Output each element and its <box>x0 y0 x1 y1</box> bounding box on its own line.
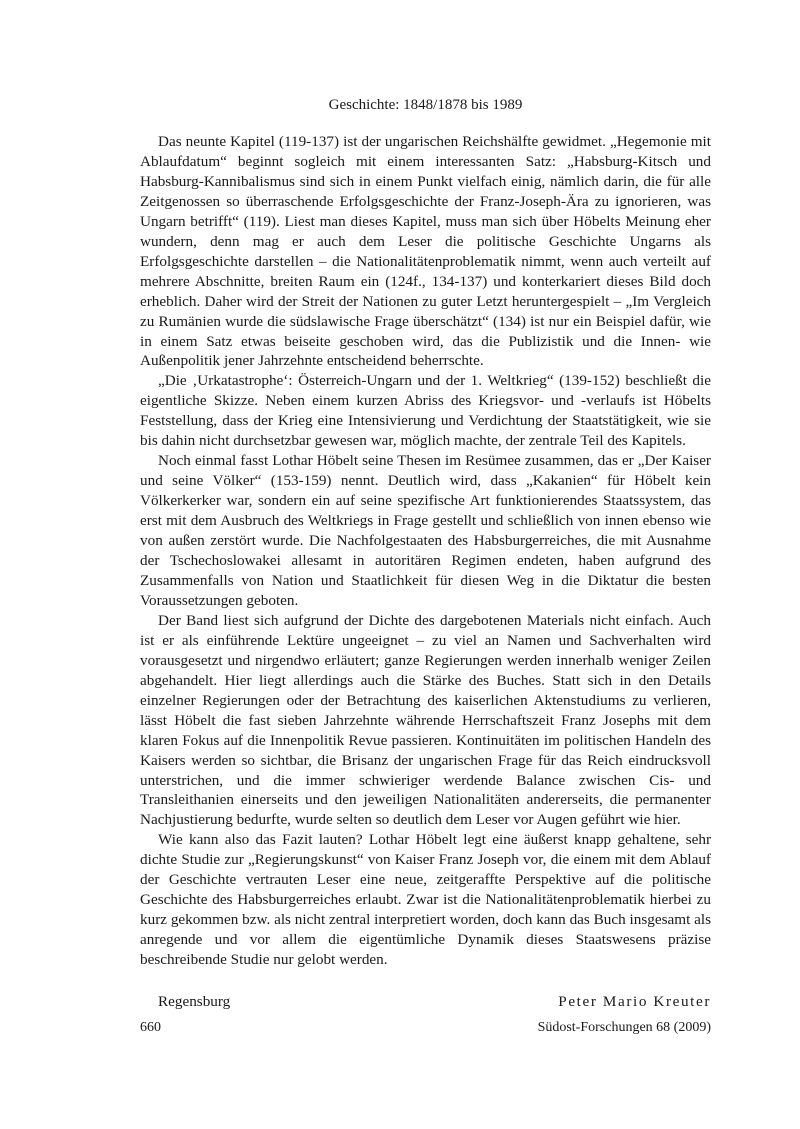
paragraph: Wie kann also das Fazit lauten? Lothar Höbelt legt eine äußerst knapp gehaltene, sehr dichte Studie zur „Regierungskunst“ von Kaiser Franz Joseph vor, die einem mit dem Ablauf der Geschichte vertrauten Leser eine neue, zeitgeraffte Perspektive auf die politische Geschichte des Habsburgerreiches erlaubt. Zwar ist die Nationalitätenproblematik hierbei zu kurz gekommen bzw. als nicht zentral interpretiert worden, doch kann das Buch insgesamt als anregende und vor allem die eigentümliche Dynamik dieses Staatswesens präzise beschreibende Studie nur gelobt werden. <box>140 831 711 969</box>
page-footer <box>140 1019 711 1037</box>
paragraph: „Die ‚Urkatastrophe‘: Österreich-Ungarn und der 1. Weltkrieg“ (139-152) beschließt die eigentliche Skizze. Neben einem kurzen Abriss des Kriegsvor- und -verlaufs ist Höbelts Feststellung, dass der Krieg eine Intensivierung und Verdichtung der Staatstätigkeit, wie sie bis dahin nicht durchsetzbar gewesen war, möglich machte, der zentrale Teil des Kapitels. <box>140 372 711 450</box>
page-content <box>140 96 711 1012</box>
signature-place: Regensburg <box>158 993 231 1011</box>
review-body <box>140 132 711 970</box>
running-head: Geschichte: 1848/1878 bis 1989 <box>328 97 523 113</box>
journal-citation: Südost-Forschungen 68 (2009) <box>537 1020 711 1035</box>
page-number: 660 <box>140 1020 161 1035</box>
paragraph: Noch einmal fasst Lothar Höbelt seine Thesen im Resümee zusammen, das er „Der Kaiser und seine Völker“ (153-159) nennt. Deutlich wird, dass „Kakanien“ für Höbelt kein Völkerkerker war, sondern ein auf seine spezifische Art funktionierendes Staatssystem, das erst mit dem Ausbruch des Weltkriegs in Frage gestellt und schließlich von innen ebenso wie von außen zerstört wurde. Die Nachfolgestaaten des Habsburgerreiches, die mit Ausnahme der Tschechoslowakei allesamt in autoritären Regimen endeten, haben aufgrund des Zusammenfalls von Nation und Staatlichkeit für diesen Weg in die Diktatur die besten Voraussetzungen geboten. <box>140 452 711 609</box>
signature <box>140 992 711 1012</box>
paragraph: Das neunte Kapitel (119-137) ist der ungarischen Reichshälfte gewidmet. „Hegemonie mit Ablaufdatum“ beginnt sogleich mit einem interessanten Satz: „Habsburg-Kitsch und Habsburg-Kannibalismus sind sich in einem Punkt vielfach einig, nämlich darin, die für alle Zeitgenossen so überraschende Erfolgsgeschichte der Franz-Joseph-Ära zu ignorieren, was Ungarn betrifft“ (119). Liest man dieses Kapitel, muss man sich über Höbelts Meinung eher wundern, denn mag er auch dem Leser die politische Geschichte Ungarns als Erfolgsgeschichte darstellen – die Nationalitätenproblematik nimmt, wenn auch verteilt auf mehrere Abschnitte, breiten Raum ein (124f., 134-137) und konterkariert dieses Bild doch erheblich. Daher wird der Streit der Nationen zu guter Letzt heruntergespielt – „Im Vergleich zu Rumänien wurde die südslawische Frage überschätzt“ (134) ist nur ein Beispiel dafür, wie in einem Satz etwas beiseite geschoben wird, das die Publizistik und die Innen- wie Außenpolitik jener Jahrzehnte entscheidend beherrschte. <box>140 133 711 370</box>
signature-author: Peter Mario Kreuter <box>558 993 711 1011</box>
paragraph: Der Band liest sich aufgrund der Dichte des dargebotenen Materials nicht einfach. Auch ist er als einführende Lektüre ungeeignet – zu viel an Namen und Sachverhalten wird vorausgesetzt und nirgendwo erläutert; ganze Regierungen werden innerhalb weniger Zeilen abgehandelt. Hier liegt allerdings auch die Stärke des Buches. Statt sich in den Details einzelner Regierungen oder der Betrachtung des kaiserlichen Aktenstudiums zu verlieren, lässt Höbelt die fast sieben Jahrzehnte währende Herrschaftszeit Franz Josephs mit dem klaren Fokus auf die Innenpolitik Revue passieren. Kontinuitäten im politischen Handeln des Kaisers werden so sichtbar, die Brisanz der ungarischen Frage für das Reich eindrucksvoll unterstrichen, und die immer schwieriger werdende Balance zwischen Cis- und Transleithanien einerseits und den jeweiligen Nationalitäten andererseits, die permanenter Nachjustierung bedurfte, wurde selten so deutlich dem Leser vor Augen geführt wie hier. <box>140 611 711 829</box>
